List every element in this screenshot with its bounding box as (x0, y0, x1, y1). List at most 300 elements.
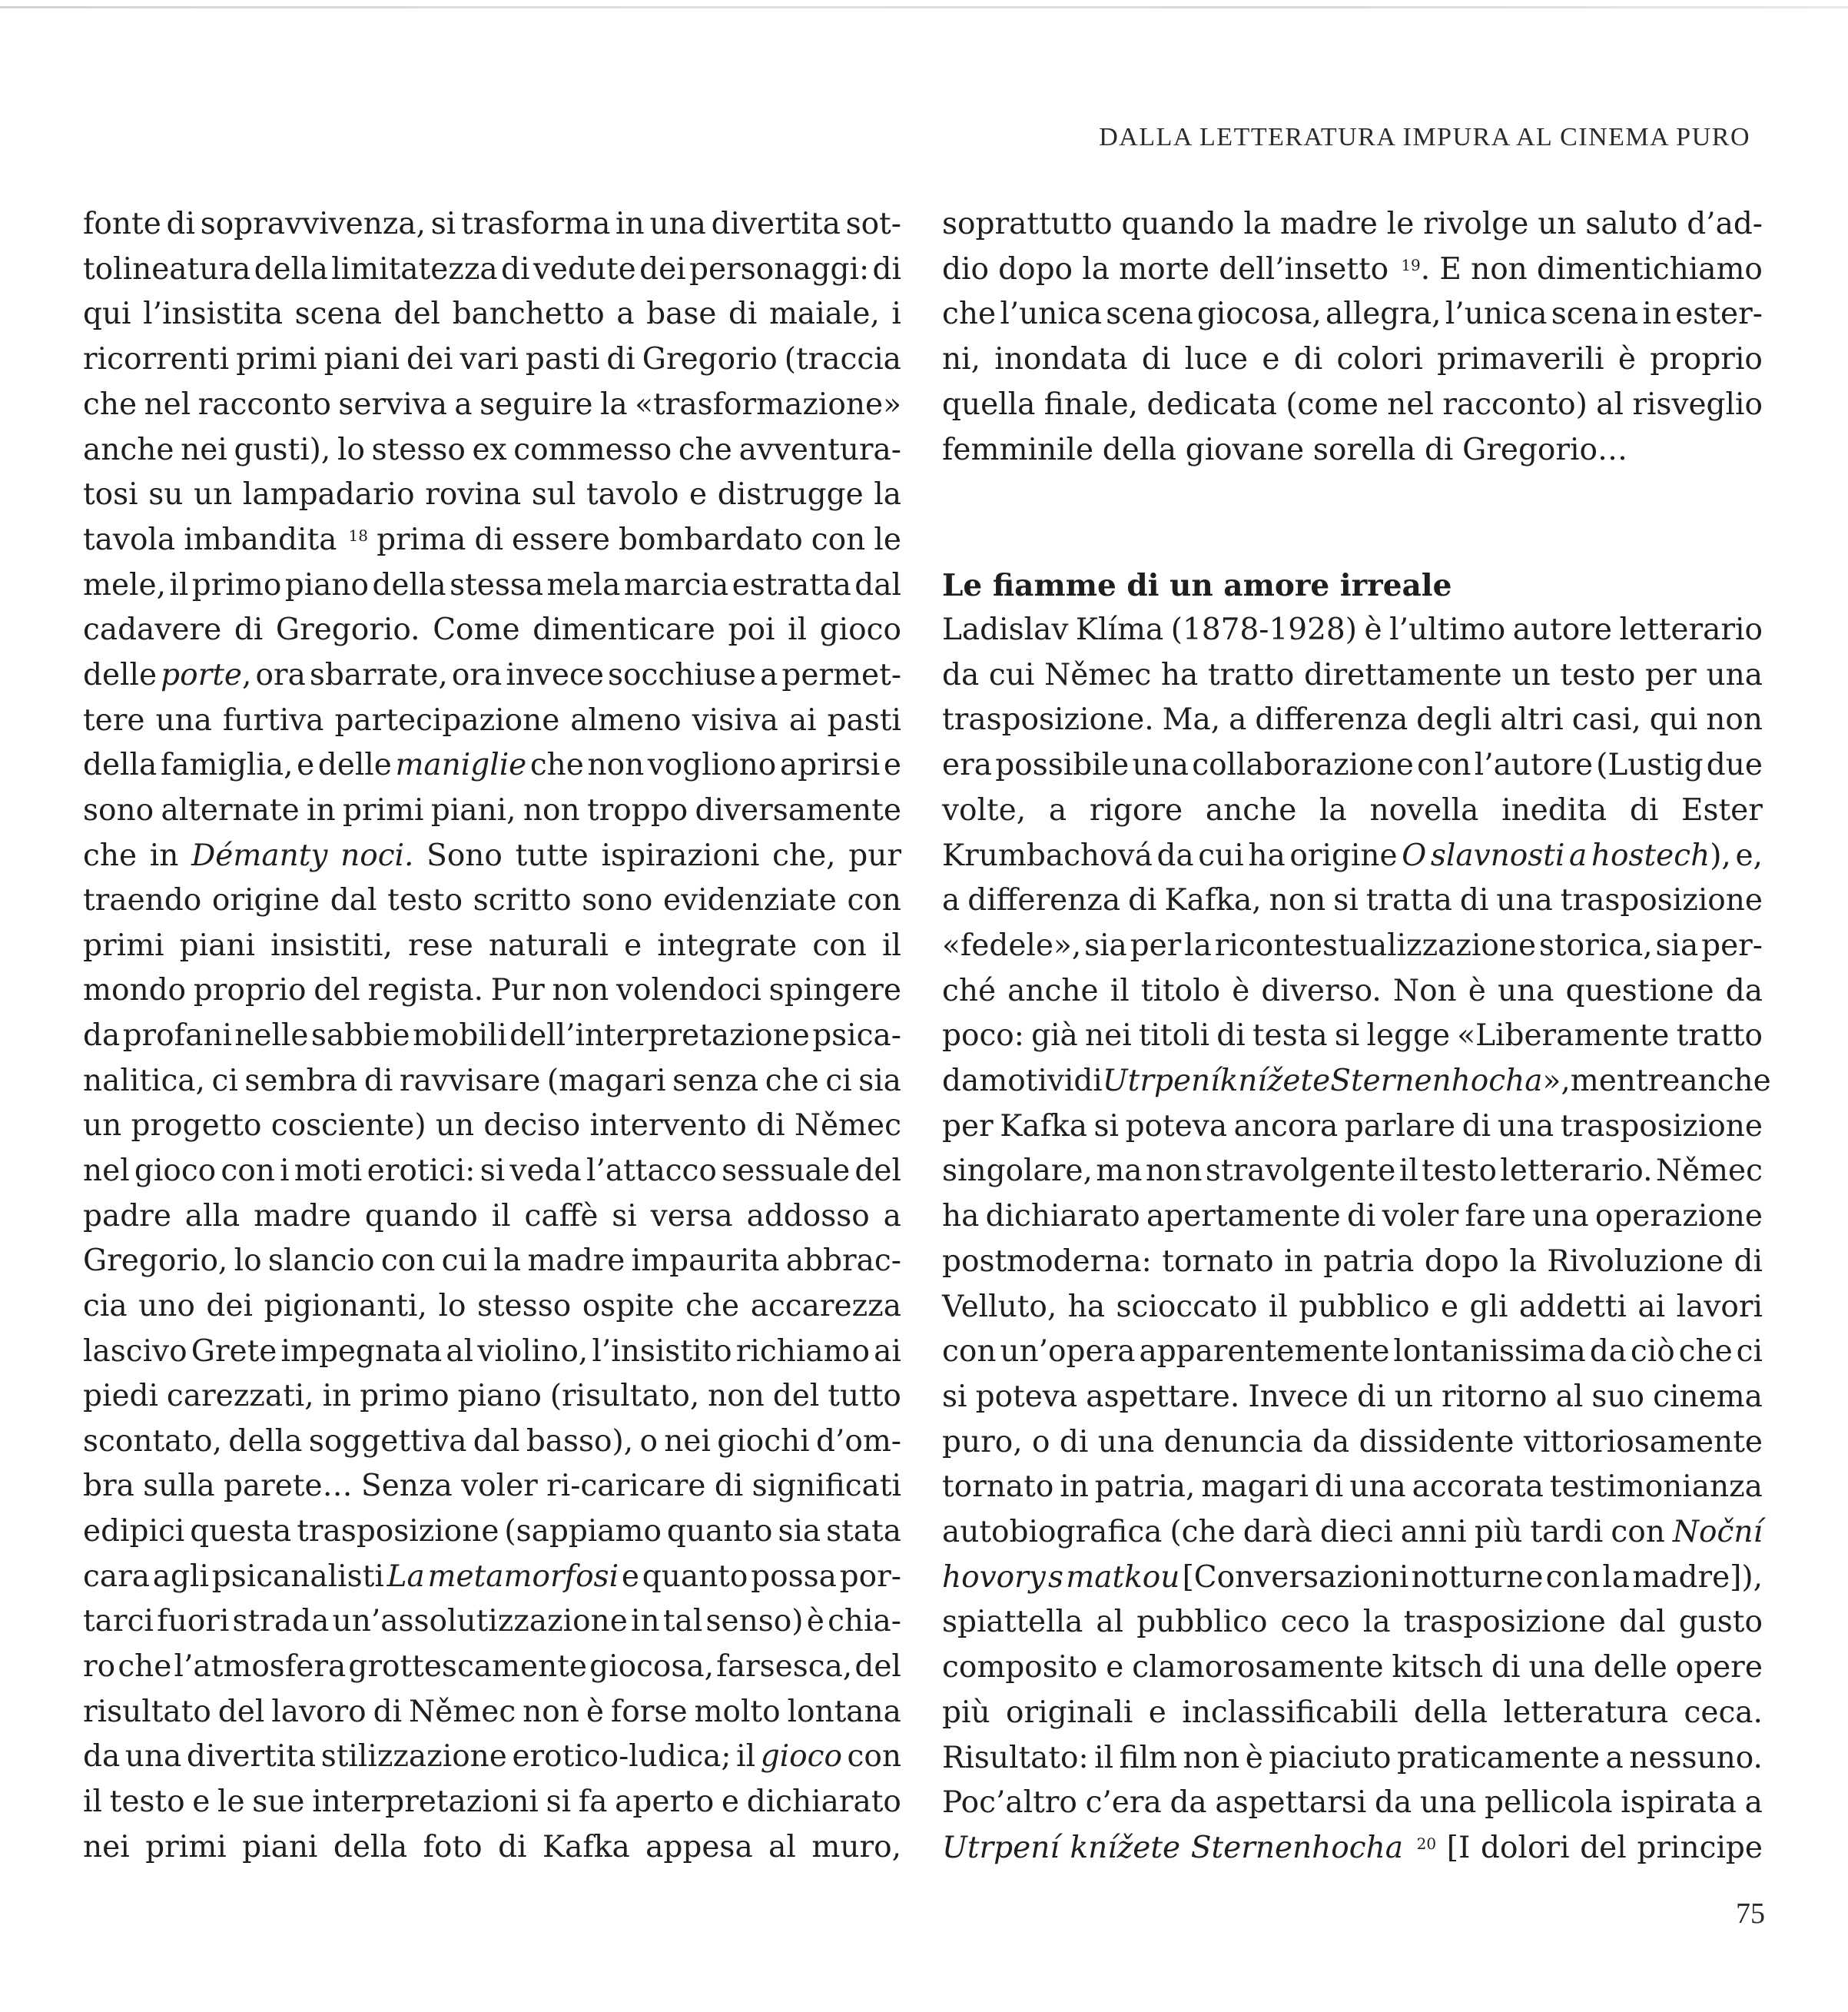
word: l’ultimo (1389, 613, 1506, 647)
word: film (1119, 1741, 1178, 1775)
word: l’autore (1474, 748, 1593, 782)
text-line (942, 1736, 1763, 1781)
word: deciso (483, 1108, 581, 1143)
word: titoli (1138, 1018, 1210, 1053)
word: «trasformazione» (635, 387, 901, 422)
word: insistiti, (270, 928, 393, 963)
word: una (1532, 1199, 1589, 1233)
word: e (297, 748, 315, 782)
word: una (1497, 1109, 1554, 1144)
word: lascivo (83, 1334, 187, 1369)
word: intervento (589, 1108, 747, 1143)
word: madre (254, 1199, 352, 1233)
word: ha (1067, 1290, 1106, 1324)
word: per- (1701, 928, 1763, 963)
word: le (874, 523, 901, 557)
word: dieci (1319, 1515, 1393, 1549)
word: nelle (234, 1018, 309, 1053)
text-line (942, 1014, 1763, 1058)
text-line (942, 698, 1763, 742)
word: lontanissima (1393, 1334, 1586, 1369)
word: Gregorio (642, 342, 778, 377)
word: aspettare. (1086, 1380, 1240, 1414)
word: c’era (1085, 1785, 1162, 1820)
word: la (1602, 1560, 1631, 1595)
word: l’unica (1000, 297, 1102, 331)
word: praticamente (1397, 1741, 1601, 1775)
word: carezzati, (166, 1379, 314, 1413)
word: (che (1170, 1515, 1236, 1549)
footnote-marker: 18 (348, 526, 368, 545)
word: la (1509, 1244, 1537, 1279)
text-line (83, 292, 901, 337)
word: cia (83, 1289, 128, 1323)
word: primi (145, 1830, 227, 1864)
word: tratta (1365, 883, 1452, 918)
word: stessa (450, 568, 544, 603)
word: piano (284, 568, 370, 603)
word: abbrac- (785, 1243, 901, 1278)
word: un (83, 1108, 122, 1143)
word: tavola (83, 523, 176, 557)
word: più (942, 1695, 990, 1730)
word: degli (1416, 702, 1492, 737)
word: per (942, 1109, 994, 1144)
word: anche (1205, 793, 1297, 828)
word: stesso (476, 1289, 572, 1323)
word: d’om- (815, 1424, 901, 1459)
word: che, (772, 838, 836, 873)
word: ro (83, 1649, 116, 1684)
word: testo (109, 1785, 185, 1819)
word: che (83, 387, 138, 422)
word: da (1312, 1425, 1350, 1459)
word: [Conversazioni (1182, 1560, 1409, 1595)
text-line (83, 1239, 901, 1283)
word: soggettiva (308, 1424, 467, 1459)
word: un (1538, 207, 1577, 241)
word: Klíma (1075, 613, 1164, 647)
word: un (435, 1108, 475, 1143)
word: rese (407, 928, 473, 963)
word: permet- (781, 658, 901, 692)
word: dopo (998, 252, 1073, 287)
word: ispirazioni (601, 838, 760, 873)
word: di (474, 523, 503, 557)
text-line (83, 1690, 901, 1735)
word: a (1568, 838, 1588, 873)
word: Pur (490, 973, 545, 1008)
word: seguire (479, 387, 593, 422)
word: qui (83, 297, 131, 331)
word: da (1375, 1785, 1412, 1820)
word: volte, (942, 793, 1027, 828)
word: Gregorio… (1462, 433, 1627, 467)
word: Kafka (1000, 1109, 1087, 1144)
word: fonte (83, 207, 161, 241)
word: operazione (1594, 1199, 1763, 1233)
word: visiva (692, 703, 778, 738)
word: primo (191, 568, 282, 603)
word: grottescamente (348, 1649, 587, 1684)
word: ciò (1630, 1334, 1675, 1369)
word: moti (294, 1154, 363, 1188)
word: di (872, 252, 901, 287)
word: a (1744, 1785, 1763, 1820)
word: gioco (134, 1154, 217, 1188)
text-line (83, 699, 901, 743)
word: slancio (267, 1243, 375, 1278)
word: regista. (367, 973, 483, 1008)
text-line (83, 789, 901, 833)
word: proprio (1650, 342, 1763, 377)
word: non (1145, 1154, 1203, 1188)
word: sia (778, 1514, 821, 1549)
word: evidenziate (663, 883, 837, 918)
word: fa (578, 1785, 608, 1819)
word: che (942, 297, 997, 331)
word: ora (451, 658, 503, 692)
word: si (479, 1154, 506, 1188)
word: piani (242, 1830, 318, 1864)
word: una (1496, 883, 1553, 918)
word: accarezza (750, 1289, 901, 1323)
word: ester- (1675, 297, 1763, 331)
word: poco: (942, 1018, 1024, 1053)
word: cui (441, 1243, 488, 1278)
word: senza (672, 1064, 759, 1098)
word: colori (1336, 342, 1423, 377)
word: dio (942, 252, 989, 287)
word: che (678, 433, 732, 467)
word: questione (1565, 974, 1714, 1008)
text-line (83, 1825, 901, 1870)
word: non (1471, 252, 1528, 287)
word: suo (1591, 1380, 1645, 1414)
word: dissidente (1359, 1425, 1515, 1459)
word: è (1364, 613, 1382, 647)
word: knížete (1070, 1831, 1181, 1865)
word: trasposizione (1403, 1605, 1606, 1639)
word: e (621, 1559, 639, 1594)
word: a (1229, 702, 1247, 737)
word: nei (83, 1830, 130, 1864)
word: a (883, 1199, 901, 1233)
word: direttamente (1304, 658, 1502, 692)
text-line (942, 608, 1763, 652)
word: Gregorio, (83, 1243, 228, 1278)
word: si (612, 1199, 637, 1233)
text-line (942, 1600, 1763, 1645)
word: anche (83, 433, 174, 467)
word: Risultato: (942, 1741, 1089, 1775)
word: con (942, 1334, 997, 1369)
word: dal (1618, 1605, 1666, 1639)
word: letteratura (1503, 1695, 1669, 1730)
word: ci (211, 1064, 238, 1098)
word: ha (1160, 658, 1199, 692)
word: slavnosti (1430, 838, 1565, 873)
word: lontana (787, 1695, 901, 1729)
word: primi (342, 793, 424, 828)
word: di (1357, 1380, 1386, 1414)
word: apparentemente (1139, 1334, 1390, 1369)
word: Rivoluzione (1547, 1244, 1724, 1279)
word: delle (1593, 1650, 1667, 1685)
word: La (387, 1559, 425, 1594)
word: e (1441, 1290, 1459, 1324)
text-line (83, 968, 901, 1013)
word: strada (232, 1604, 330, 1638)
word: di (728, 297, 758, 331)
word: primi (83, 928, 164, 963)
word: tratto (1676, 1018, 1763, 1053)
word: di (606, 342, 635, 377)
word: del (393, 297, 441, 331)
word: di (1491, 1650, 1521, 1685)
word: anche (1680, 1064, 1771, 1098)
word: è (806, 1604, 824, 1638)
word: tosi (83, 477, 138, 512)
word: principe (1637, 1831, 1763, 1865)
word: del (217, 1695, 265, 1729)
word: letterario (1619, 613, 1763, 647)
word: Sternenhocha», (1330, 1064, 1571, 1098)
text-line (942, 1510, 1763, 1555)
text-line (942, 789, 1763, 833)
word: dopo (1424, 1244, 1499, 1279)
word: (1878-1928) (1170, 613, 1357, 647)
word: di (1734, 1244, 1763, 1279)
word: con (847, 1739, 901, 1774)
word (346, 518, 368, 563)
word: non (1183, 1741, 1240, 1775)
word: gioco (819, 613, 901, 647)
word: matkou (1066, 1560, 1180, 1595)
word: sul (531, 477, 576, 512)
word: profani (122, 1018, 232, 1053)
word: si (430, 207, 456, 241)
running-head: DALLA LETTERATURA IMPURA AL CINEMA PURO (1099, 123, 1750, 151)
word: della (333, 1830, 408, 1864)
word: scritto (473, 883, 572, 918)
word: ricorrenti (83, 342, 230, 377)
word: è (1617, 342, 1636, 377)
word: Ma, (1162, 702, 1221, 737)
word: titolo (1140, 974, 1221, 1008)
word: furtiva (222, 703, 324, 738)
text-line (942, 1375, 1763, 1419)
word (1414, 1826, 1436, 1871)
word: di (1073, 1064, 1103, 1098)
text-line (942, 1555, 1763, 1600)
text-line (83, 518, 901, 563)
word: Velluto, (942, 1290, 1057, 1324)
text-line (942, 653, 1763, 698)
word: madre]), (1632, 1560, 1763, 1595)
word: violino, (477, 1334, 589, 1369)
word: del (772, 1379, 820, 1413)
word: ispirata (1621, 1785, 1737, 1820)
text-line (942, 428, 1763, 473)
text-line (83, 1599, 901, 1644)
word: l’insistita (143, 297, 284, 331)
word: foto (423, 1830, 483, 1864)
word: una (1132, 748, 1189, 782)
word: del (854, 1154, 901, 1188)
word: rovina (425, 477, 522, 512)
word: trasposizione (1560, 883, 1763, 918)
word: e (883, 748, 901, 782)
word: fuori (157, 1604, 230, 1638)
text-line (83, 428, 901, 473)
word: giocosa, (1196, 297, 1322, 331)
word: estratta (732, 568, 851, 603)
word: (magari (546, 1064, 666, 1098)
word: gusto (1678, 1605, 1763, 1639)
word: una (1706, 658, 1763, 692)
word: gioco (760, 1739, 842, 1774)
word: casi, (1571, 702, 1641, 737)
word: progetto (131, 1108, 262, 1143)
word: non (587, 748, 645, 782)
word: lavoro (271, 1695, 367, 1729)
word: tavolo (586, 477, 679, 512)
word: differenza (1255, 702, 1408, 737)
word: della (228, 1424, 303, 1459)
text-line (942, 1059, 1771, 1104)
word: metamorfosi (427, 1559, 619, 1594)
word: si (1333, 883, 1359, 918)
word: in (1642, 297, 1671, 331)
word: il (491, 1199, 511, 1233)
word: mele, (83, 568, 167, 603)
word: marcia (623, 568, 729, 603)
word: trasposizione (297, 1514, 499, 1549)
word: anni (1400, 1515, 1467, 1549)
word: le (217, 1785, 245, 1819)
word: pasti (827, 703, 901, 738)
word: testo (387, 883, 463, 918)
word: di (501, 252, 530, 287)
word: per (1130, 928, 1182, 963)
text-line (942, 1285, 1763, 1330)
word: dal (330, 883, 377, 918)
word: opere (1675, 1650, 1763, 1685)
word: significati (751, 1469, 901, 1503)
word: sembra (244, 1064, 358, 1098)
word: Utrpení (942, 1831, 1060, 1865)
word: non (523, 793, 580, 828)
word: knížete (1219, 1064, 1331, 1098)
word: madre (1279, 207, 1378, 241)
word: la (599, 387, 628, 422)
word: da (1170, 1785, 1207, 1820)
word: di (1461, 1109, 1491, 1144)
word: storica, (1538, 928, 1653, 963)
word: quando (1121, 207, 1235, 241)
word: femminile (942, 433, 1094, 467)
word: già (1031, 1018, 1078, 1053)
word: proprio (193, 973, 307, 1008)
word: è (586, 1695, 604, 1729)
word: in (322, 1379, 352, 1413)
word: integrate (657, 928, 798, 963)
word: $^{19}$. (1401, 252, 1431, 287)
word: con (812, 928, 867, 963)
text-line (83, 834, 901, 878)
word: dell’interpretazione (509, 1018, 810, 1053)
word: sono (582, 883, 653, 918)
word: stravolgente (1205, 1154, 1396, 1188)
word: dal (473, 1424, 520, 1459)
word: singolare, (942, 1154, 1093, 1188)
word: ravvisare (399, 1064, 541, 1098)
word: di (756, 1108, 785, 1143)
word: una (1498, 974, 1554, 1008)
word: al (1096, 1605, 1124, 1639)
word: almeno (570, 703, 682, 738)
word: Utrpení (1102, 1064, 1220, 1098)
word: gli (1469, 1290, 1508, 1324)
word: inedita (1501, 793, 1607, 828)
word: primaverili (1437, 342, 1604, 377)
word: essere (512, 523, 610, 557)
word: tardi (1530, 1515, 1604, 1549)
word: parete… (223, 1469, 353, 1503)
word: nalitica, (83, 1064, 205, 1098)
text-line (83, 1059, 901, 1104)
word: tarci (83, 1604, 154, 1638)
word: risultato (83, 1695, 211, 1729)
word: dedicata (1146, 387, 1277, 422)
word: versa (650, 1199, 733, 1233)
word: diversamente (695, 793, 901, 828)
word: trasposizione (1560, 1109, 1763, 1144)
word: con (847, 883, 901, 918)
word: i (280, 1154, 290, 1188)
word: in (631, 1604, 660, 1638)
word: alternate (161, 793, 300, 828)
word: dell’insetto (1219, 252, 1389, 287)
word: ri-caricare (546, 1469, 706, 1503)
word: poteva (1125, 1109, 1228, 1144)
word: nel (144, 387, 191, 422)
word: altri (1500, 702, 1564, 737)
text-line (83, 878, 901, 923)
word: mondo (83, 973, 187, 1008)
text-line (942, 1194, 1763, 1239)
word: O (1402, 838, 1427, 873)
word: un (1511, 658, 1551, 692)
word: una (1097, 1425, 1155, 1459)
word: della (372, 568, 446, 603)
word: sono (83, 793, 154, 828)
word: di (1128, 883, 1157, 918)
word: sabbie (310, 1018, 410, 1053)
word: Non (1392, 974, 1457, 1008)
word: in (149, 838, 179, 873)
word: dal (854, 568, 901, 603)
word: impaurita (631, 1243, 780, 1278)
word: Poc’altro (942, 1785, 1077, 1820)
text-line (942, 1781, 1763, 1825)
word: poteva (975, 1380, 1078, 1414)
word: e (1106, 1650, 1124, 1685)
word: di (166, 207, 195, 241)
word: imbandita (184, 523, 337, 557)
word: stata (826, 1514, 901, 1549)
